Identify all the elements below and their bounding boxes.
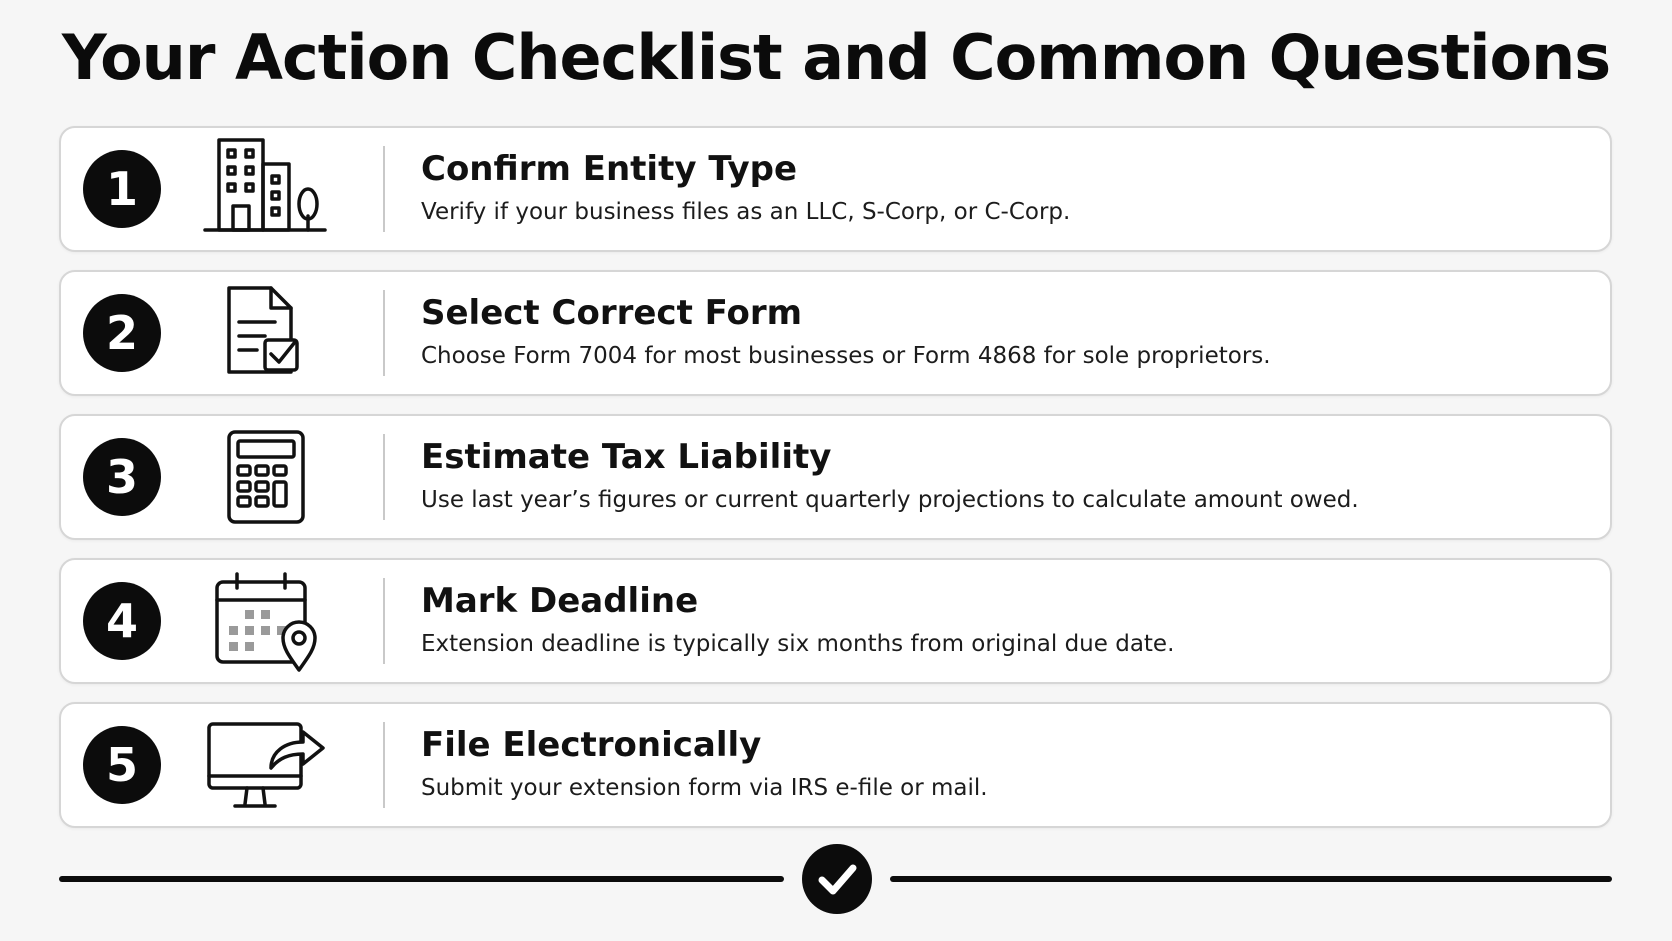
calendar-pin-icon — [201, 568, 331, 674]
step-description: Extension deadline is typically six months from original due date. — [421, 631, 1175, 657]
step-title: Confirm Entity Type — [421, 149, 798, 189]
calculator-icon — [201, 424, 331, 530]
card-divider — [383, 290, 385, 376]
document-check-icon — [201, 280, 331, 386]
step-title: Select Correct Form — [421, 293, 803, 333]
card-divider — [383, 578, 385, 664]
page-title: Your Action Checklist and Common Questions — [61, 21, 1611, 94]
card-divider — [383, 146, 385, 232]
step-description: Submit your extension form via IRS e-file or mail. — [421, 775, 988, 801]
checklist-item-select-correct-form — [59, 270, 1612, 396]
checklist-item-estimate-tax-liability — [59, 414, 1612, 540]
step-description: Choose Form 7004 for most businesses or Form 4868 for sole proprietors. — [421, 343, 1271, 369]
footer-divider-right — [890, 876, 1612, 882]
step-number-badge: 4 — [83, 582, 161, 660]
checklist-item-file-electronically — [59, 702, 1612, 828]
step-description: Verify if your business files as an LLC, S-Corp, or C-Corp. — [421, 199, 1071, 225]
step-number-badge: 2 — [83, 294, 161, 372]
step-number-badge: 5 — [83, 726, 161, 804]
checklist-item-mark-deadline — [59, 558, 1612, 684]
footer-divider-left — [59, 876, 784, 882]
step-title: Mark Deadline — [421, 581, 699, 621]
action-checklist — [59, 126, 1612, 846]
step-title: File Electronically — [421, 725, 762, 765]
step-title: Estimate Tax Liability — [421, 437, 832, 477]
step-description: Use last year’s figures or current quarterly projections to calculate amount owed. — [421, 487, 1359, 513]
checkmark-icon — [802, 844, 872, 914]
step-number-badge: 3 — [83, 438, 161, 516]
step-number-badge: 1 — [83, 150, 161, 228]
monitor-send-icon — [201, 712, 331, 818]
checklist-item-confirm-entity-type — [59, 126, 1612, 252]
card-divider — [383, 722, 385, 808]
building-icon — [201, 136, 331, 242]
card-divider — [383, 434, 385, 520]
